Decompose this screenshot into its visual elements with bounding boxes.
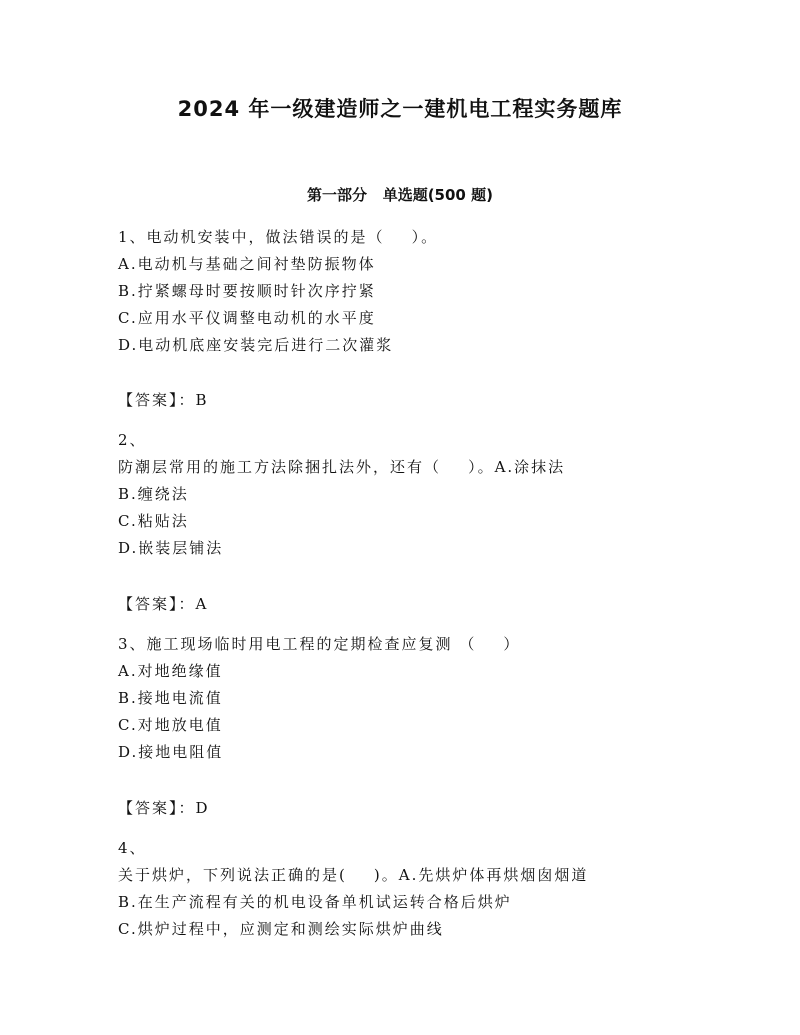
- question-3-answer: 【答案】：D: [118, 799, 210, 817]
- question-2-option-b: B.缠绕法: [118, 485, 189, 503]
- question-1-option-a: A.电动机与基础之间衬垫防振物体: [118, 255, 376, 273]
- question-1-stem: 1、电动机安装中，做法错误的是（ ）。: [118, 228, 439, 246]
- question-3-option-c: C.对地放电值: [118, 716, 223, 734]
- question-1-option-c: C.应用水平仪调整电动机的水平度: [118, 309, 376, 327]
- question-1-option-b: B.拧紧螺母时要按顺时针次序拧紧: [118, 282, 376, 300]
- question-1-answer: 【答案】：B: [118, 391, 209, 409]
- question-4-option-b: B.在生产流程有关的机电设备单机试运转合格后烘炉: [118, 893, 512, 911]
- question-2-option-c: C.粘贴法: [118, 512, 189, 530]
- question-4-number: 4、: [118, 839, 147, 857]
- question-2-stem: 防潮层常用的施工方法除捆扎法外，还有（ ）。A.涂抹法: [118, 458, 566, 476]
- question-1-option-d: D.电动机底座安装完后进行二次灌浆: [118, 336, 394, 354]
- question-3-option-b: B.接地电流值: [118, 689, 223, 707]
- question-3-stem: 3、施工现场临时用电工程的定期检查应复测 （ ）: [118, 635, 521, 653]
- question-3-option-d: D.接地电阻值: [118, 743, 224, 761]
- question-2-number: 2、: [118, 431, 147, 449]
- question-4-option-c: C.烘炉过程中，应测定和测绘实际烘炉曲线: [118, 920, 444, 938]
- document-title: 2024 年一级建造师之一建机电工程实务题库: [177, 97, 623, 121]
- question-2-answer: 【答案】：A: [118, 595, 209, 613]
- section-title: 第一部分 单选题(500 题): [307, 186, 493, 204]
- question-2-option-d: D.嵌装层铺法: [118, 539, 224, 557]
- question-3-option-a: A.对地绝缘值: [118, 662, 223, 680]
- question-4-stem: 关于烘炉，下列说法正确的是( )。A.先烘炉体再烘烟囱烟道: [118, 866, 589, 884]
